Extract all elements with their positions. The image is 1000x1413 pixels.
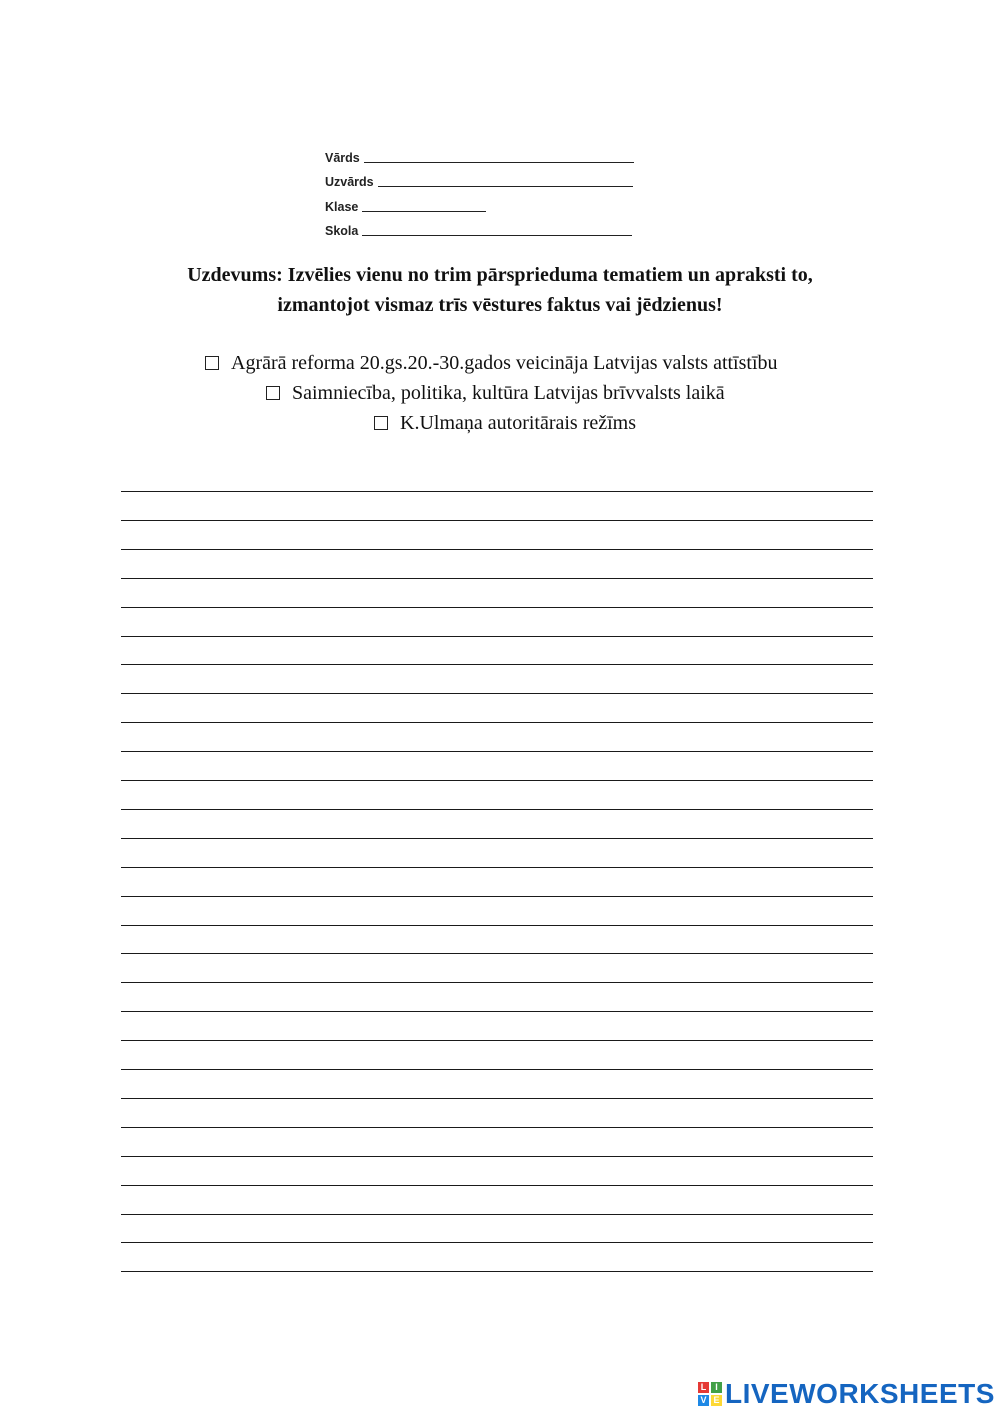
student-info-fields <box>325 140 655 238</box>
logo-letter-i: I <box>711 1382 722 1393</box>
checkbox-icon[interactable] <box>374 416 388 430</box>
writing-line[interactable] <box>121 549 873 550</box>
writing-line[interactable] <box>121 520 873 521</box>
writing-line[interactable] <box>121 1040 873 1041</box>
field-label-school: Skola <box>325 224 359 238</box>
writing-line[interactable] <box>121 1098 873 1099</box>
writing-line[interactable] <box>121 1156 873 1157</box>
school-blank[interactable] <box>362 223 632 236</box>
task-line-2: izmantojot vismaz trīs vēstures faktus vai jēdzienus! <box>277 294 723 316</box>
topic-option-label: Agrārā reforma 20.gs.20.-30.gados veicināja Latvijas valsts attīstību <box>231 352 778 374</box>
name-blank[interactable] <box>364 150 634 163</box>
writing-line[interactable] <box>121 751 873 752</box>
field-label-class: Klase <box>325 199 359 214</box>
checkbox-icon[interactable] <box>266 386 280 400</box>
logo-letter-e: E <box>711 1395 722 1406</box>
logo-letter-v: V <box>698 1395 709 1406</box>
topic-option-ulmanis-regime[interactable] <box>374 408 636 438</box>
writing-line[interactable] <box>121 1214 873 1215</box>
writing-line[interactable] <box>121 664 873 665</box>
liveworksheets-logo-icon <box>698 1382 722 1406</box>
writing-line[interactable] <box>121 578 873 579</box>
writing-line[interactable] <box>121 867 873 868</box>
task-line-1: Uzdevums: Izvēlies vienu no trim pārsprieduma tematiem un apraksti to, <box>187 264 813 286</box>
writing-line[interactable] <box>121 636 873 637</box>
writing-line[interactable] <box>121 1185 873 1186</box>
field-row-school <box>325 214 655 239</box>
checkbox-icon[interactable] <box>205 356 219 370</box>
field-row-name <box>325 140 655 165</box>
writing-line[interactable] <box>121 925 873 926</box>
topic-option-label: Saimniecība, politika, kultūra Latvijas brīvvalsts laikā <box>292 382 725 404</box>
class-blank[interactable] <box>362 199 486 212</box>
field-row-surname <box>325 165 655 190</box>
task-instructions <box>100 260 900 320</box>
writing-line[interactable] <box>121 1127 873 1128</box>
writing-line[interactable] <box>121 780 873 781</box>
topic-option-label: K.Ulmaņa autoritārais režīms <box>400 412 637 434</box>
writing-line[interactable] <box>121 607 873 608</box>
field-label-name: Vārds <box>325 150 360 165</box>
writing-line[interactable] <box>121 953 873 954</box>
writing-line[interactable] <box>121 491 873 492</box>
writing-line[interactable] <box>121 1011 873 1012</box>
topic-option-agrarian-reform[interactable] <box>205 348 778 378</box>
writing-line[interactable] <box>121 1242 873 1243</box>
writing-line[interactable] <box>121 896 873 897</box>
writing-line[interactable] <box>121 809 873 810</box>
field-row-class <box>325 189 655 214</box>
liveworksheets-logo <box>698 1378 995 1410</box>
writing-line[interactable] <box>121 838 873 839</box>
writing-line[interactable] <box>121 982 873 983</box>
writing-line[interactable] <box>121 1271 873 1272</box>
surname-blank[interactable] <box>378 174 633 187</box>
logo-letter-l: L <box>698 1382 709 1393</box>
writing-line[interactable] <box>121 1069 873 1070</box>
writing-line[interactable] <box>121 693 873 694</box>
liveworksheets-wordmark: LIVEWORKSHEETS <box>725 1378 995 1409</box>
writing-line[interactable] <box>121 722 873 723</box>
field-label-surname: Uzvārds <box>325 175 374 189</box>
topic-option-economy-politics-culture[interactable] <box>266 378 725 408</box>
